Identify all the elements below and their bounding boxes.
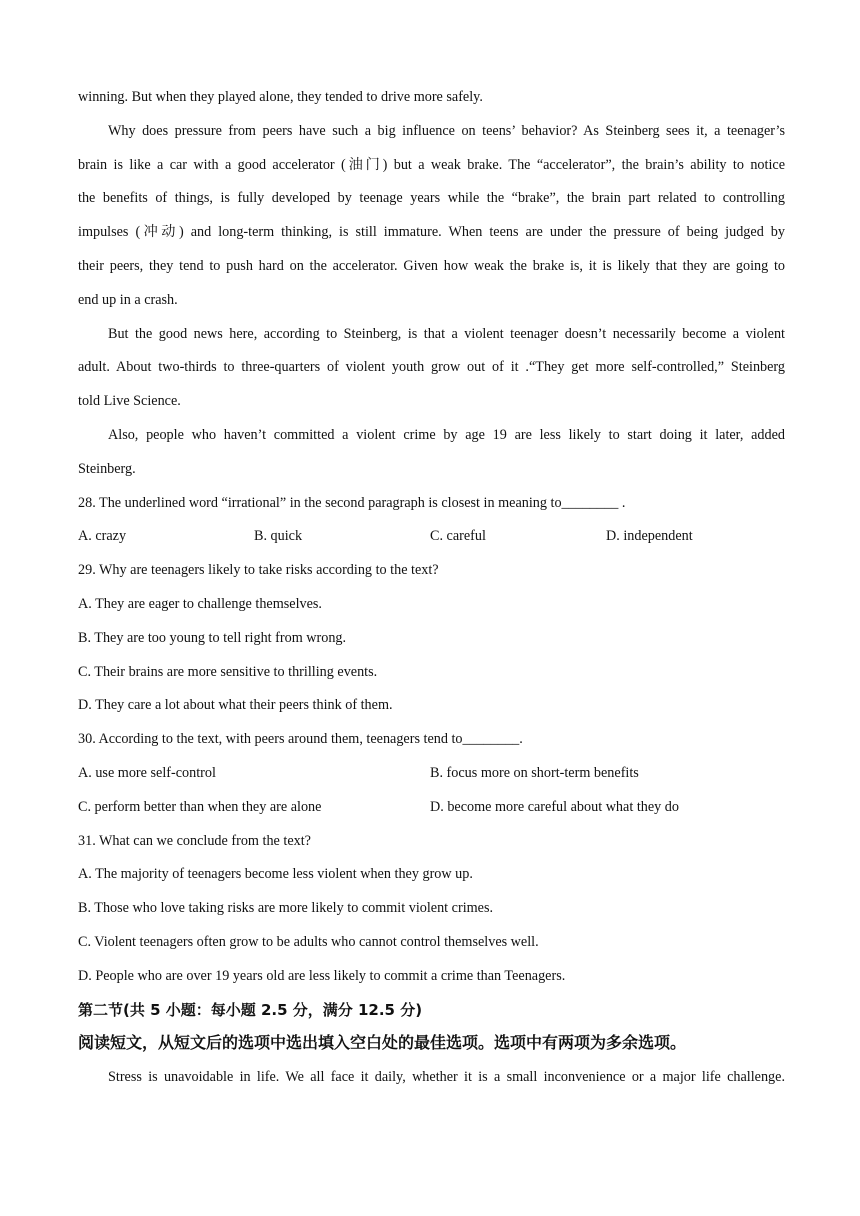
option-c: C. Violent teenagers often grow to be adults who cannot control themselves well. [78,933,539,950]
passage-line: adult. About two-thirds to three-quarters of violent youth grow out of it .“They get more self-controlled,” Steinberg [78,359,785,376]
passage-line: winning. But when they played alone, they tended to drive more safely. [78,89,483,105]
passage-line: Stress is unavoidable in life. We all face it daily, whether it is a small inconvenience or a major life challenge. [108,1069,785,1086]
passage-line: Why does pressure from peers have such a big influence on teens’ behavior? As Steinberg sees it, a teenager’s [108,122,785,139]
passage-line: the benefits of things, is fully developed by teenage years while the “brake”, the brain part related to controlling [78,190,785,207]
question-stem: 29. Why are teenagers likely to take risks according to the text? [78,562,439,579]
passage-line: end up in a crash. [78,291,178,308]
passage-line: their peers, they tend to push hard on the accelerator. Given how weak the brake is, it is likely that they are going to [78,257,785,274]
option-d: D. They care a lot about what their peers think of them. [78,697,393,714]
option-row [78,760,785,794]
option-b: B. Those who love taking risks are more likely to commit violent crimes. [78,900,494,917]
passage-line: brain is like a car with a good accelerator (油门) but a weak brake. The “accelerator”, the brain’s ability to notice [78,156,785,173]
document-page [78,84,785,1098]
option-a: A. The majority of teenagers become less violent when they grow up. [78,866,473,883]
option-a: A. use more self-control [78,764,216,781]
option-a: A. They are eager to challenge themselves. [78,595,322,612]
passage-line: impulses (冲动) and long-term thinking, is still immature. When teens are under the pressure of being judged by [78,224,785,241]
option-c: C. Their brains are more sensitive to thrilling events. [78,663,378,680]
option-d: D. independent [606,528,693,545]
passage-line: Also, people who haven’t committed a violent crime by age 19 are less likely to start doing it later, added [108,426,785,443]
section-instruction: 阅读短文，从短文后的选项中选出填入空白处的最佳选项。选项中有两项为多余选项。 [78,1033,687,1053]
option-d: D. People who are over 19 years old are less likely to commit a crime than Teenagers. [78,967,566,984]
section-title: 第二节(共 5 小题：每小题 2.5 分，满分 12.5 分) [78,1000,423,1019]
passage-line: But the good news here, according to Steinberg, is that a violent teenager doesn’t necessarily become a violent [108,325,785,342]
option-a: A. crazy [78,528,127,545]
option-c: C. perform better than when they are alone [78,798,322,815]
passage-line: told Live Science. [78,393,181,410]
passage-line: Steinberg. [78,460,136,477]
option-c: C. careful [430,528,486,545]
question-stem: 28. The underlined word “irrational” in the second paragraph is closest in meaning to________ . [78,494,626,511]
option-b: B. quick [254,528,303,545]
option-d: D. become more careful about what they do [430,798,679,815]
option-b: B. They are too young to tell right from wrong. [78,629,347,646]
question-stem: 30. According to the text, with peers around them, teenagers tend to________. [78,731,523,748]
question-stem: 31. What can we conclude from the text? [78,832,311,849]
option-b: B. focus more on short-term benefits [430,764,639,781]
option-row [78,523,785,557]
option-row [78,794,785,828]
